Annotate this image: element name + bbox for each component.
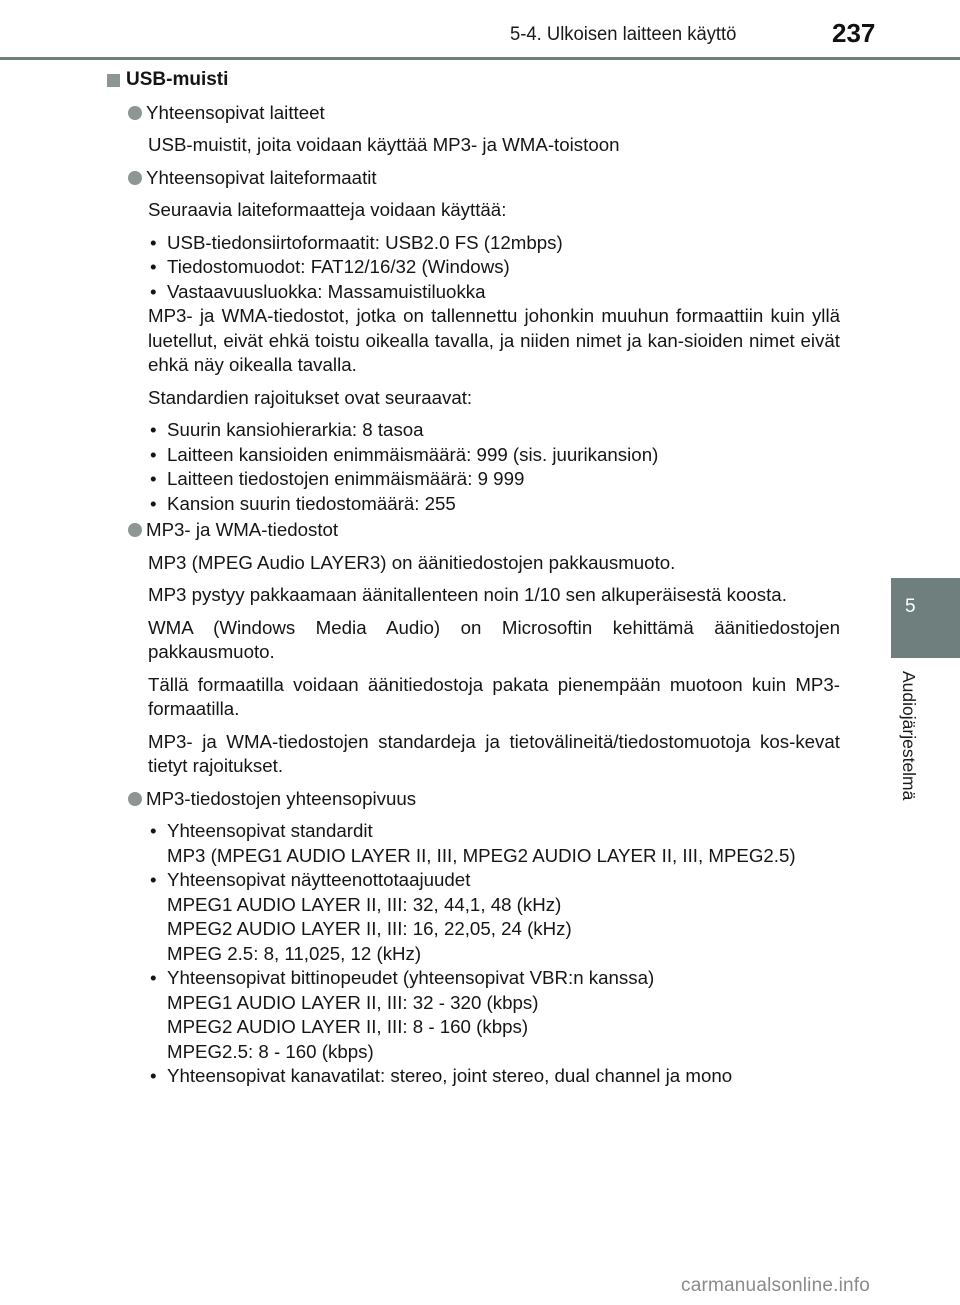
- subheading-mp3-wma-files: [128, 518, 840, 543]
- list-item: • USB-tiedonsiirtoformaatit: USB2.0 FS (12mbps): [148, 231, 840, 256]
- square-bullet-icon: [107, 74, 120, 87]
- list-item: [148, 868, 840, 966]
- list-item-line: MPEG1 AUDIO LAYER II, III: 32 - 320 (kbps): [167, 991, 539, 1013]
- subheading-text: Yhteensopivat laiteformaatit: [146, 166, 377, 188]
- paragraph: MP3 (MPEG Audio LAYER3) on äänitiedostojen pakkausmuoto.: [148, 551, 676, 573]
- chapter-label: Audiojärjestelmä: [899, 671, 919, 801]
- list-item: [148, 966, 840, 1064]
- list-item-line: MPEG2 AUDIO LAYER II, III: 8 - 160 (kbps): [167, 1016, 529, 1037]
- list-item-title: • Yhteensopivat näytteenottotaajuudet: [167, 869, 471, 890]
- circle-bullet-icon: [128, 523, 142, 537]
- list-item: • Tiedostomuodot: FAT12/16/32 (Windows): [148, 255, 840, 280]
- page-number: 237: [832, 18, 876, 48]
- section-heading-text: USB-muisti: [126, 69, 229, 90]
- circle-bullet-icon: [128, 106, 142, 120]
- paragraph: Seuraavia laiteformaatteja voidaan käyttää:: [148, 199, 507, 220]
- watermark: carmanualsonline.info: [681, 1275, 871, 1296]
- list-item-line: MP3 (MPEG1 AUDIO LAYER II, III, MPEG2 AUDIO LAYER II, III, MPEG2.5): [167, 844, 796, 866]
- list-item-line: MPEG 2.5: 8, 11,025, 12 (kHz): [167, 942, 422, 964]
- list-item: • Kansion suurin tiedostomäärä: 255: [148, 492, 840, 517]
- paragraph: MP3 pystyy pakkaamaan äänitallenteen noin 1/10 sen alkuperäisestä koosta.: [148, 584, 787, 605]
- paragraph: Standardien rajoitukset ovat seuraavat:: [148, 386, 473, 408]
- paragraph: WMA (Windows Media Audio) on Microsoftin kehittämä äänitiedostojen pakkausmuoto.: [148, 616, 840, 662]
- list-item: [148, 1064, 840, 1089]
- paragraph: USB-muistit, joita voidaan käyttää MP3- ja WMA-toistoon: [148, 134, 620, 155]
- section-heading: [104, 68, 840, 93]
- list-item: • Suurin kansiohierarkia: 8 tasoa: [148, 418, 840, 443]
- page-content: [104, 68, 840, 1095]
- list-item-title: • Yhteensopivat bittinopeudet (yhteensopivat VBR:n kanssa): [167, 967, 655, 988]
- list-item-title: • Yhteensopivat kanavatilat: stereo, joint stereo, dual channel ja mono: [167, 1065, 733, 1086]
- paragraph: MP3- ja WMA-tiedostojen standardeja ja tietovälineitä/tiedostomuotoja kos-kevat tietyt rajoitukset.: [148, 730, 840, 776]
- list-item: • Laitteen tiedostojen enimmäismäärä: 9 999: [148, 467, 840, 492]
- subheading-text: MP3-tiedostojen yhteensopivuus: [146, 787, 417, 809]
- chapter-tab-block: [891, 578, 960, 658]
- list-item: [148, 819, 840, 868]
- subheading-compatible-formats: [128, 166, 840, 191]
- section-title: 5-4. Ulkoisen laitteen käyttö: [510, 24, 737, 45]
- list-item-line: MPEG2 AUDIO LAYER II, III: 16, 22,05, 24 (kHz): [167, 918, 572, 939]
- limits-list: [148, 418, 840, 516]
- subheading-mp3-compatibility: [128, 787, 840, 812]
- note-paragraph: MP3- ja WMA-tiedostot, jotka on tallennettu johonkin muuhun formaattiin kuin yllä luetellut, eivät ehkä toistu oikealla tavalla, ja niiden nimet ja kan-sioiden nimet eivät ehkä näy oikealla tavalla.: [148, 305, 840, 375]
- list-item-title: • Yhteensopivat standardit: [167, 820, 373, 841]
- list-item-line: MPEG1 AUDIO LAYER II, III: 32, 44,1, 48 (kHz): [167, 893, 562, 915]
- compatibility-list: [148, 819, 840, 1089]
- subheading-text: MP3- ja WMA-tiedostot: [146, 519, 339, 540]
- chapter-number: 5: [905, 596, 916, 617]
- header-rule: [0, 57, 960, 60]
- list-item: • Laitteen kansioiden enimmäismäärä: 999 (sis. juurikansion): [148, 443, 840, 468]
- circle-bullet-icon: [128, 171, 142, 185]
- list-item: • Vastaavuusluokka: Massamuistiluokka: [148, 280, 840, 305]
- paragraph: Tällä formaatilla voidaan äänitiedostoja pakata pienempään muotoon kuin MP3-formaatilla.: [148, 673, 840, 719]
- subheading-compatible-devices: [128, 101, 840, 126]
- circle-bullet-icon: [128, 792, 142, 806]
- format-list: [148, 231, 840, 305]
- list-item-line: MPEG2.5: 8 - 160 (kbps): [167, 1040, 374, 1062]
- subheading-text: Yhteensopivat laitteet: [146, 101, 325, 123]
